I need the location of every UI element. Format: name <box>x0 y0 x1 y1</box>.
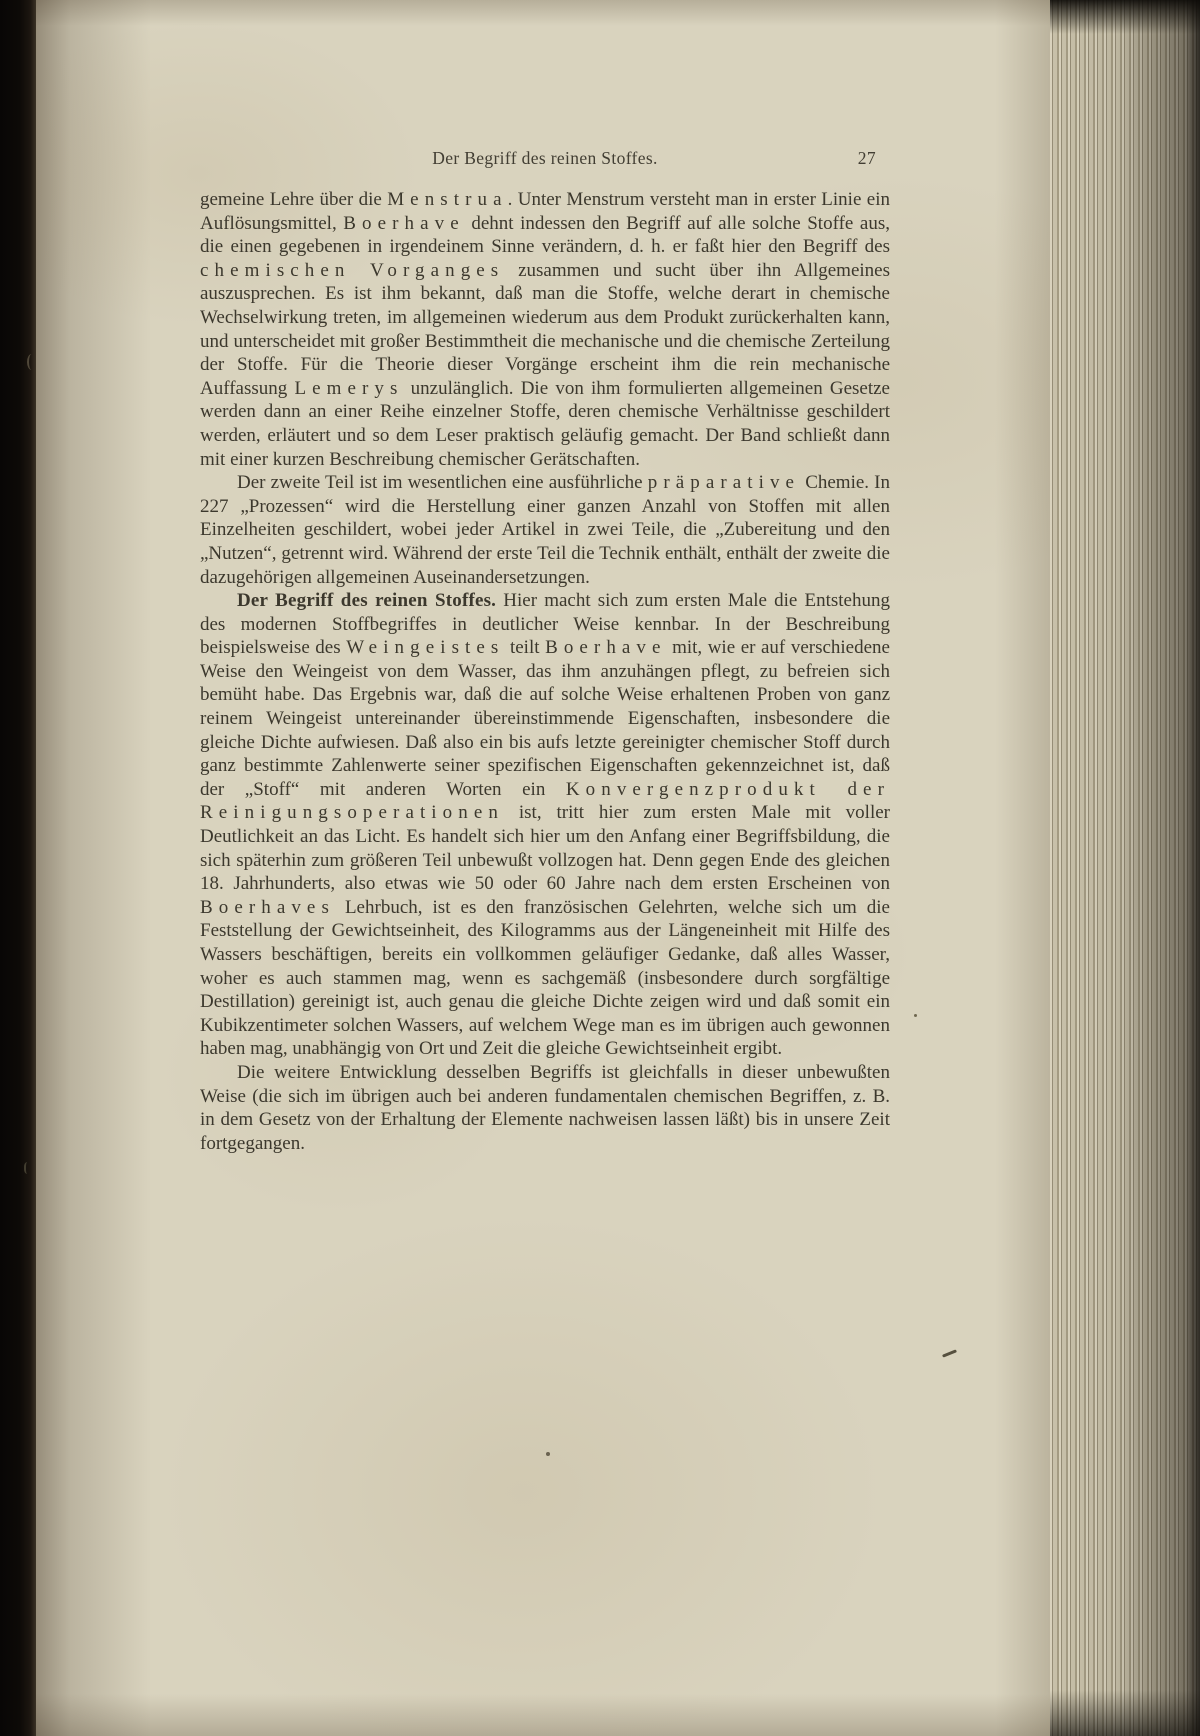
text-segment: Hier macht sich zum ersten Male die Entstehung des modernen Stoffbegriffes in deutlicher Weise kennbar. In der Beschreibung beispielsweise des <box>200 590 890 659</box>
paragraph <box>200 471 890 589</box>
text-segment: chemischen Vorganges <box>200 259 505 281</box>
text-segment: zusammen und sucht über ihn Allgemeines auszusprechen. Es ist ihm bekannt, daß man die Stoffe, welche derart in chemische Wechselwirkung treten, im allgemeinen wiederum aus dem Produkt zurückerhalten kann, und unterscheidet mit großer Bestimmtheit die mechanische und die chemische Zerteilung der Stoffe. Für die Theorie dieser Vorgänge erscheint ihm die rein mechanische Auffassung <box>200 259 890 399</box>
text-segment: Boerhave <box>545 637 667 659</box>
text-segment: . Unter Menstrum versteht man in erster Linie ein Auflösungsmittel, <box>200 189 890 234</box>
paragraph <box>200 1061 890 1155</box>
scan-speck <box>942 1349 957 1357</box>
book-page <box>36 0 1050 1736</box>
scan-artifact <box>24 1162 32 1174</box>
text-segment: Menstrua <box>387 189 508 210</box>
paragraph <box>200 188 890 471</box>
text-segment: Lehrbuch, ist es den französischen Gelehrten, welche sich um die Feststellung der Gewichtseinheit, des Kilogramms aus der Längeneinheit mit Hilfe des Wassers beschäftigen, bereits ein vollkommen geläufiger Gedanke, daß alles Wasser, woher es auch stammen mag, wenn es sachgemäß (insbesondere durch sorgfältige Destillation) gereinigt ist, auch genau die gleiche Dichte zeigen wird und daß somit ein Kubikzentimeter solchen Wassers, auf welchem Wege man es im übrigen auch gewonnen haben mag, unabhängig von Ort und Zeit die gleiche Gewichtseinheit ergibt. <box>200 896 890 1060</box>
text-segment: teilt <box>504 637 546 659</box>
text-segment: Boerhave <box>343 212 465 234</box>
text-segment: Boerhaves <box>200 896 335 918</box>
text-segment: mit, wie er auf verschiedene Weise den Weingeist von dem Wasser, das ihm anzuhängen pflegt, zu befreien sich bemüht habe. Das Ergebnis war, daß die auf solche Weise erhaltenen Proben von ganz reinem Weingeist untereinander übereinstimmende Eigenschaften, insbesondere die gleiche Dichte aufwiesen. Daß also ein bis aufs letzte gereinigter chemischer Stoff durch ganz bestimmte Zahlenwerte seiner spezifischen Eigenschaften gekennzeichnet ist, daß der „Stoff“ mit anderen Worten ein <box>200 637 890 800</box>
page-edges <box>1050 0 1200 1736</box>
scan-speck <box>914 1014 917 1017</box>
text-segment: Die weitere Entwicklung desselben Begriffs ist gleichfalls in dieser unbewußten Weise (die sich im übrigen auch bei anderen fundamentalen chemischen Begriffen, z. B. in dem Gesetz von der Erhaltung der Elemente nachweisen lassen läßt) bis in unsere Zeit fortgegangen. <box>200 1061 890 1154</box>
text-segment: Konvergenzprodukt der Reinigungsoperationen <box>200 778 890 824</box>
text-segment: gemeine Lehre über die <box>200 189 388 210</box>
paragraph <box>200 589 890 1061</box>
scan-artifact <box>27 354 36 370</box>
running-title: Der Begriff des reinen Stoffes. <box>432 148 658 168</box>
text-segment: dehnt indessen den Begriff auf alle solche Stoffe aus, die einen gegebenen in irgendeinem Sinne verändern, d. h. er faßt hier den Begriff des <box>200 212 890 258</box>
text-segment: unzulänglich. Die von ihm formulierten allgemeinen Gesetze werden dann an einer Reihe einzelner Stoffe, deren chemische Verhältnisse geschildert werden, erläutert und so dem Leser praktisch geläufig gemacht. Der Band schließt dann mit einer kurzen Beschreibung chemischer Gerätschaften. <box>200 377 890 470</box>
text-segment: ist, tritt hier zum ersten Male mit voller Deutlichkeit an das Licht. Es handelt sich hier um den Anfang einer Begriffsbildung, die sich späterhin zum größeren Teil unbewußt vollzogen hat. Denn gegen Ende des gleichen 18. Jahrhunderts, also etwas wie 50 oder 60 Jahre nach dem ersten Erscheinen von <box>200 802 890 895</box>
text-segment: präparative <box>647 472 801 494</box>
text-segment: Der Begriff des reinen Stoffes. <box>237 590 497 612</box>
book-binding-shadow <box>0 0 36 1736</box>
scan-speck <box>546 1452 550 1456</box>
text-segment: Der zweite Teil ist im wesentlichen eine ausführliche <box>237 472 648 494</box>
text-segment: Lemerys <box>294 377 404 399</box>
page-header <box>200 148 890 174</box>
text-segment: Chemie. In 227 „Prozessen“ wird die Herstellung einer ganzen Anzahl von Stoffen mit allen Einzelheiten geschildert, wobei jeder Artikel in zwei Teile, die „Zubereitung und den „Nutzen“, getrennt wird. Während der erste Teil die Technik enthält, enthält der zweite die dazugehörigen allgemeinen Auseinandersetzungen. <box>200 472 890 588</box>
page-number: 27 <box>857 148 876 168</box>
text-segment: Weingeistes <box>346 637 505 659</box>
page-body <box>200 188 890 1155</box>
